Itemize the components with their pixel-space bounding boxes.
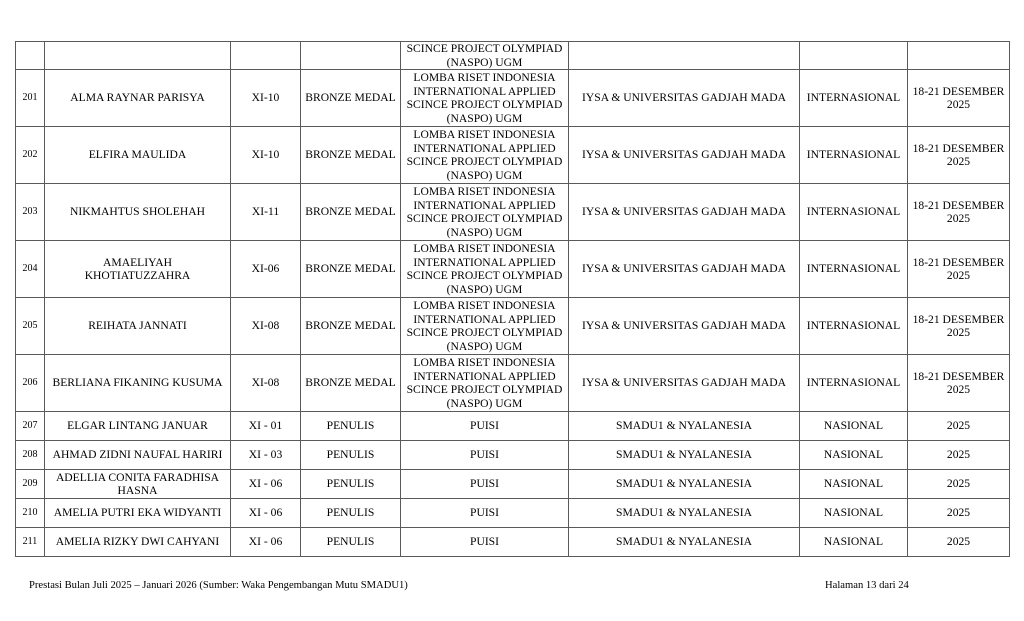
cell-no: 210 [16, 499, 45, 528]
cell-tingkat: NASIONAL [800, 441, 908, 470]
cell-tanggal: 18-21 DESEMBER 2025 [908, 70, 1010, 127]
cell-penyelenggara: SMADU1 & NYALANESIA [569, 441, 800, 470]
table-row [16, 470, 1010, 499]
cell-lomba: LOMBA RISET INDONESIA INTERNATIONAL APPLIED SCINCE PROJECT OLYMPIAD (NASPO) UGM [401, 241, 569, 298]
cell-kelas: XI-06 [231, 241, 301, 298]
cell-penyelenggara: SMADU1 & NYALANESIA [569, 412, 800, 441]
cell-kelas: XI - 06 [231, 499, 301, 528]
cell-prestasi: BRONZE MEDAL [301, 70, 401, 127]
cell-tanggal: 18-21 DESEMBER 2025 [908, 298, 1010, 355]
cell-no: 204 [16, 241, 45, 298]
cell-lomba: LOMBA RISET INDONESIA INTERNATIONAL APPLIED SCINCE PROJECT OLYMPIAD (NASPO) UGM [401, 298, 569, 355]
cell-lomba: LOMBA RISET INDONESIA INTERNATIONAL APPLIED SCINCE PROJECT OLYMPIAD (NASPO) UGM [401, 355, 569, 412]
cell-prestasi: PENULIS [301, 412, 401, 441]
cell-penyelenggara: SMADU1 & NYALANESIA [569, 528, 800, 557]
cell-nama: AHMAD ZIDNI NAUFAL HARIRI [45, 441, 231, 470]
cell-lomba: PUISI [401, 412, 569, 441]
cell-nama: ELGAR LINTANG JANUAR [45, 412, 231, 441]
cell-penyelenggara: IYSA & UNIVERSITAS GADJAH MADA [569, 127, 800, 184]
cell-tingkat: INTERNASIONAL [800, 241, 908, 298]
cell-nama: ADELLIA CONITA FARADHISA HASNA [45, 470, 231, 499]
table-row [16, 241, 1010, 298]
cell-penyelenggara [569, 42, 800, 70]
cell-no: 205 [16, 298, 45, 355]
table-row [16, 355, 1010, 412]
cell-kelas: XI-08 [231, 298, 301, 355]
footer-source: Prestasi Bulan Juli 2025 – Januari 2026 (Sumber: Waka Pengembangan Mutu SMADU1) [29, 580, 408, 591]
cell-tingkat: INTERNASIONAL [800, 298, 908, 355]
cell-penyelenggara: IYSA & UNIVERSITAS GADJAH MADA [569, 70, 800, 127]
cell-tingkat [800, 42, 908, 70]
cell-nama: AMELIA RIZKY DWI CAHYANI [45, 528, 231, 557]
cell-kelas: XI - 06 [231, 528, 301, 557]
cell-tanggal: 2025 [908, 499, 1010, 528]
cell-no [16, 42, 45, 70]
cell-tanggal: 2025 [908, 528, 1010, 557]
cell-nama: BERLIANA FIKANING KUSUMA [45, 355, 231, 412]
cell-nama: REIHATA JANNATI [45, 298, 231, 355]
cell-tanggal [908, 42, 1010, 70]
cell-nama: AMELIA PUTRI EKA WIDYANTI [45, 499, 231, 528]
cell-nama [45, 42, 231, 70]
cell-penyelenggara: IYSA & UNIVERSITAS GADJAH MADA [569, 184, 800, 241]
cell-no: 207 [16, 412, 45, 441]
cell-kelas: XI-08 [231, 355, 301, 412]
table-row [16, 184, 1010, 241]
cell-prestasi: PENULIS [301, 441, 401, 470]
cell-penyelenggara: IYSA & UNIVERSITAS GADJAH MADA [569, 241, 800, 298]
cell-nama: ELFIRA MAULIDA [45, 127, 231, 184]
cell-prestasi [301, 42, 401, 70]
cell-lomba: PUISI [401, 441, 569, 470]
cell-tanggal: 18-21 DESEMBER 2025 [908, 184, 1010, 241]
cell-tingkat: INTERNASIONAL [800, 184, 908, 241]
cell-tanggal: 2025 [908, 412, 1010, 441]
cell-tingkat: INTERNASIONAL [800, 70, 908, 127]
cell-prestasi: BRONZE MEDAL [301, 355, 401, 412]
cell-prestasi: PENULIS [301, 528, 401, 557]
cell-lomba: LOMBA RISET INDONESIA INTERNATIONAL APPLIED SCINCE PROJECT OLYMPIAD (NASPO) UGM [401, 127, 569, 184]
cell-kelas: XI-11 [231, 184, 301, 241]
cell-prestasi: PENULIS [301, 470, 401, 499]
cell-no: 211 [16, 528, 45, 557]
cell-kelas: XI-10 [231, 70, 301, 127]
cell-tanggal: 2025 [908, 441, 1010, 470]
cell-kelas: XI-10 [231, 127, 301, 184]
cell-kelas: XI - 01 [231, 412, 301, 441]
table-row [16, 127, 1010, 184]
table-row [16, 441, 1010, 470]
cell-penyelenggara: SMADU1 & NYALANESIA [569, 499, 800, 528]
table-row [16, 528, 1010, 557]
table-row [16, 412, 1010, 441]
page-number: Halaman 13 dari 24 [825, 580, 909, 591]
cell-no: 201 [16, 70, 45, 127]
cell-lomba: LOMBA RISET INDONESIA INTERNATIONAL APPLIED SCINCE PROJECT OLYMPIAD (NASPO) UGM [401, 184, 569, 241]
cell-prestasi: BRONZE MEDAL [301, 184, 401, 241]
cell-no: 202 [16, 127, 45, 184]
cell-tanggal: 2025 [908, 470, 1010, 499]
cell-tingkat: NASIONAL [800, 499, 908, 528]
cell-kelas: XI - 06 [231, 470, 301, 499]
achievement-table [15, 41, 1010, 557]
cell-tingkat: NASIONAL [800, 528, 908, 557]
cell-tingkat: INTERNASIONAL [800, 127, 908, 184]
cell-prestasi: PENULIS [301, 499, 401, 528]
cell-prestasi: BRONZE MEDAL [301, 298, 401, 355]
table-row [16, 298, 1010, 355]
cell-lomba: LOMBA RISET INDONESIA INTERNATIONAL APPLIED SCINCE PROJECT OLYMPIAD (NASPO) UGM [401, 70, 569, 127]
cell-no: 203 [16, 184, 45, 241]
cell-prestasi: BRONZE MEDAL [301, 241, 401, 298]
cell-tanggal: 18-21 DESEMBER 2025 [908, 127, 1010, 184]
cell-lomba: PUISI [401, 499, 569, 528]
cell-tanggal: 18-21 DESEMBER 2025 [908, 241, 1010, 298]
table-row [16, 42, 1010, 70]
cell-lomba: PUISI [401, 470, 569, 499]
cell-tingkat: NASIONAL [800, 470, 908, 499]
cell-kelas: XI - 03 [231, 441, 301, 470]
cell-prestasi: BRONZE MEDAL [301, 127, 401, 184]
table-row [16, 499, 1010, 528]
cell-nama: AMAELIYAH KHOTIATUZZAHRA [45, 241, 231, 298]
cell-nama: NIKMAHTUS SHOLEHAH [45, 184, 231, 241]
cell-nama: ALMA RAYNAR PARISYA [45, 70, 231, 127]
table-body [16, 42, 1010, 557]
cell-kelas [231, 42, 301, 70]
cell-tanggal: 18-21 DESEMBER 2025 [908, 355, 1010, 412]
cell-no: 206 [16, 355, 45, 412]
cell-penyelenggara: IYSA & UNIVERSITAS GADJAH MADA [569, 298, 800, 355]
cell-lomba: PUISI [401, 528, 569, 557]
cell-no: 208 [16, 441, 45, 470]
cell-penyelenggara: IYSA & UNIVERSITAS GADJAH MADA [569, 355, 800, 412]
cell-lomba: SCINCE PROJECT OLYMPIAD (NASPO) UGM [401, 42, 569, 70]
cell-tingkat: NASIONAL [800, 412, 908, 441]
cell-tingkat: INTERNASIONAL [800, 355, 908, 412]
table-row [16, 70, 1010, 127]
cell-no: 209 [16, 470, 45, 499]
cell-penyelenggara: SMADU1 & NYALANESIA [569, 470, 800, 499]
